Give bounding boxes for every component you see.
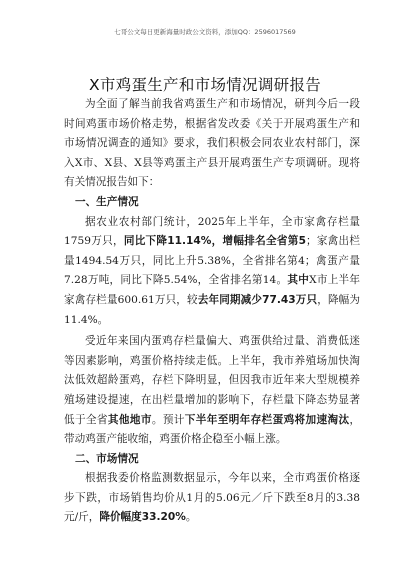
bold-text: 下半年至明年存栏蛋鸡将加速淘汰 [184,413,350,426]
bold-text: 其他地市 [107,413,152,426]
text-span: 。 [185,511,197,524]
market-paragraph-1 [64,469,360,528]
bold-text: 同比下降11.14%，增幅排名全省第5 [123,235,306,248]
text-span: ，降幅为11.4%。 [64,293,360,326]
text-span: ；家禽出栏量1494.54万只，同比上升5.38%，全省排名第4；禽蛋产量7.28万吨，同比下降5.54%，全省排名第14。 [64,235,360,287]
document-title: X市鸡蛋生产和市场情况调研报告 [88,76,322,94]
bold-text: 其中 [287,274,310,287]
text-span: ，带动鸡蛋产能收缩，鸡蛋价格企稳至小幅上涨。 [64,413,361,446]
text-span: 根据我委价格监测数据显示，今年以来，全市鸡蛋价格逐步下跌，市场销售均价从1月的5.06元／斤下跌至8月的3.38元/斤， [64,472,360,524]
production-paragraph-1 [64,213,360,331]
text-span: 据农业农村部门统计，2025年上半年，全市家禽存栏量1759万只， [64,215,360,248]
text-span: 受近年来国内蛋鸡存栏量偏大、鸡蛋供给过量、消费低迷等因素影响，鸡蛋价格持续走低。上半年，我市养殖场加快淘汰低效超龄蛋鸡，存栏下降明显，但因我市近年来大型规模养殖场建设提速，在出栏量增加的影响下，存栏量下降态势显著低于全省 [64,335,360,426]
text-span: X市上半年家禽存栏量600.61万只，较 [64,274,360,306]
text-span: 。预计 [151,413,185,426]
production-paragraph-2 [64,332,360,450]
document-body [64,95,360,528]
bold-text: 降价幅度33.20% [99,511,186,524]
section-heading-market: 二、市场情况 [75,452,139,465]
bold-text: 去年同期减少77.43万只 [197,293,318,306]
section-heading-production: 一、生产情况 [75,195,139,208]
intro-paragraph: 为全面了解当前我省鸡蛋生产和市场情况，研判今后一段时间鸡蛋市场价格走势，根据省发改委《关于开展鸡蛋生产和市场情况调查的通知》要求，我们积极会同农业农村部门，深入X市、X县、X县等鸡蛋主产县开展鸡蛋生产专项调研。现将有关情况报告如下： [64,98,360,189]
header-note: 七哥公文每日更新海量时政公文资料，添加QQ：2596017569 [114,28,296,36]
